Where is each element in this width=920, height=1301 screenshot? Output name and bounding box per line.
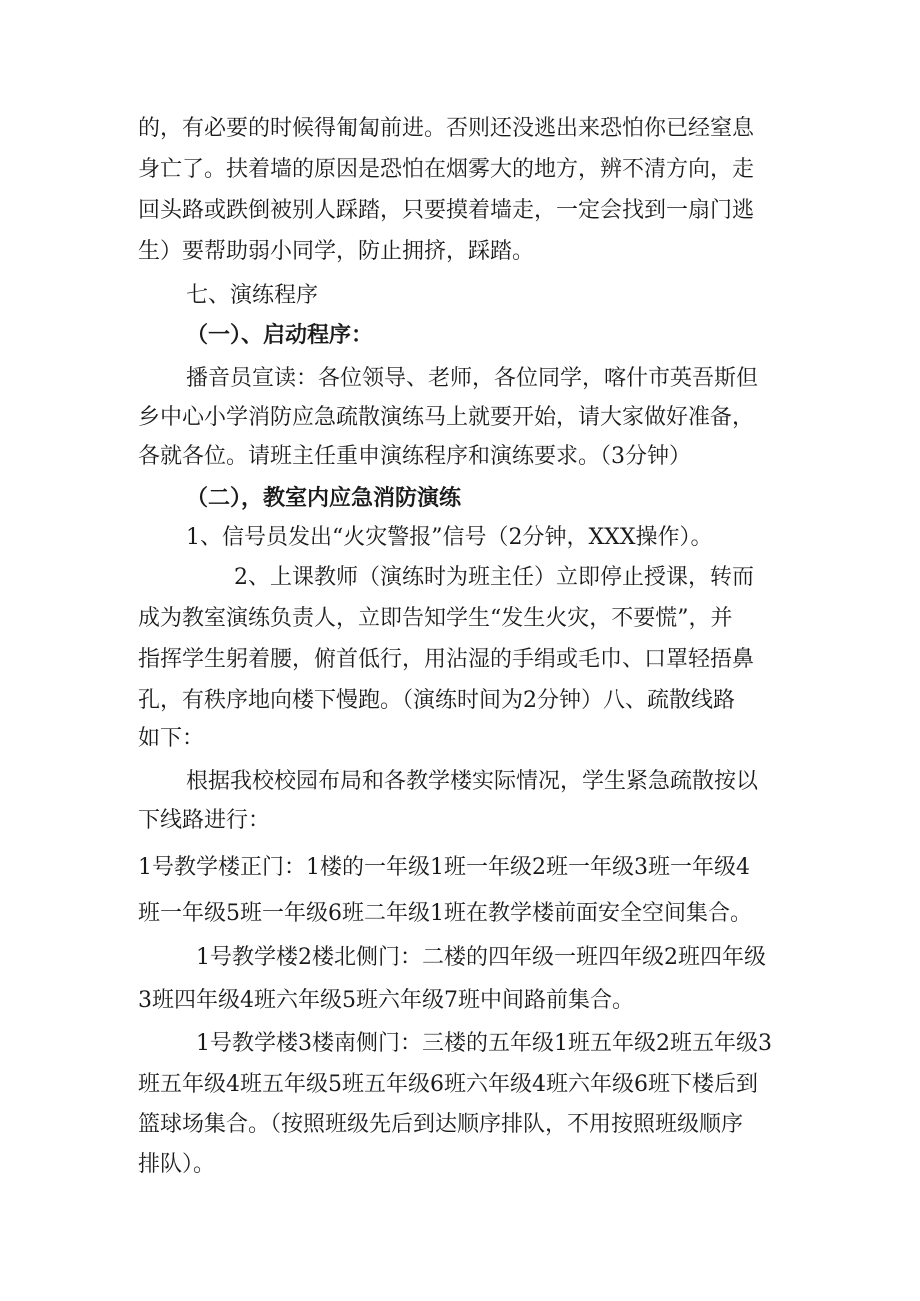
paragraph-line: 身亡了。扶着墙的原因是恐怕在烟雾大的地方，辨不清方向，走 (138, 157, 755, 182)
paragraph-line: 各就各位。请班主任重申演练程序和演练要求。（3分钟） (138, 444, 691, 469)
route-line: 排队）。 (138, 1152, 216, 1177)
paragraph-line: 如下： (138, 726, 205, 751)
route-line: 1号教学楼3楼南侧门：三楼的五年级1班五年级2班五年级3 (196, 1031, 772, 1056)
route-line: 篮球场集合。（按照班级先后到达顺序排队，不用按照班级顺序 (138, 1112, 744, 1137)
paragraph-line: 孔，有秩序地向楼下慢跑。（演练时间为2分钟）八、疏散线路 (138, 688, 735, 713)
route-line: 1号教学楼正门：1楼的一年级1班一年级2班一年级3班一年级4 (138, 855, 750, 880)
paragraph-line: 根据我校校园布局和各教学楼实际情况，学生紧急疏散按以 (186, 769, 759, 794)
paragraph-line: 回头路或跌倒被别人踩踏，只要摸着墙走，一定会找到一扇门逃 (138, 198, 755, 223)
paragraph-line: 生）要帮助弱小同学，防止拥挤，踩踏。 (138, 239, 535, 264)
paragraph-line: 的，有必要的时候得匍匐前进。否则还没逃出来恐怕你已经窒息 (138, 116, 755, 141)
section-heading: 七、演练程序 (186, 283, 319, 308)
subsection-heading: （一）、启动程序： (186, 322, 374, 348)
paragraph-line: 成为教室演练负责人，立即告知学生“发生火灾，不要慌”，并 (138, 606, 733, 631)
paragraph-line: 指挥学生躬着腰，俯首低行，用沾湿的手绢或毛巾、口罩轻捂鼻 (138, 647, 755, 672)
subsection-heading: （二），教室内应急消防演练 (186, 485, 462, 511)
paragraph-line: 乡中心小学消防应急疏散演练马上就要开始，请大家做好准备， (138, 405, 755, 430)
paragraph-line: 播音员宣读：各位领导、老师，各位同学，喀什市英吾斯但 (186, 366, 759, 391)
route-line: 班一年级5班一年级6班二年级1班在教学楼前面安全空间集合。 (138, 901, 752, 926)
list-item: 2、上课教师（演练时为班主任）立即停止授课，转而 (234, 565, 754, 590)
list-item: 1、信号员发出“火灾警报”信号（2分钟，XXX操作）。 (186, 525, 713, 550)
route-line: 3班四年级4班六年级5班六年级7班中间路前集合。 (138, 988, 634, 1013)
paragraph-line: 下线路进行： (138, 808, 271, 833)
route-line: 班五年级4班五年级5班五年级6班六年级4班六年级6班下楼后到 (138, 1072, 758, 1097)
route-line: 1号教学楼2楼北侧门：二楼的四年级一班四年级2班四年级 (196, 945, 766, 970)
